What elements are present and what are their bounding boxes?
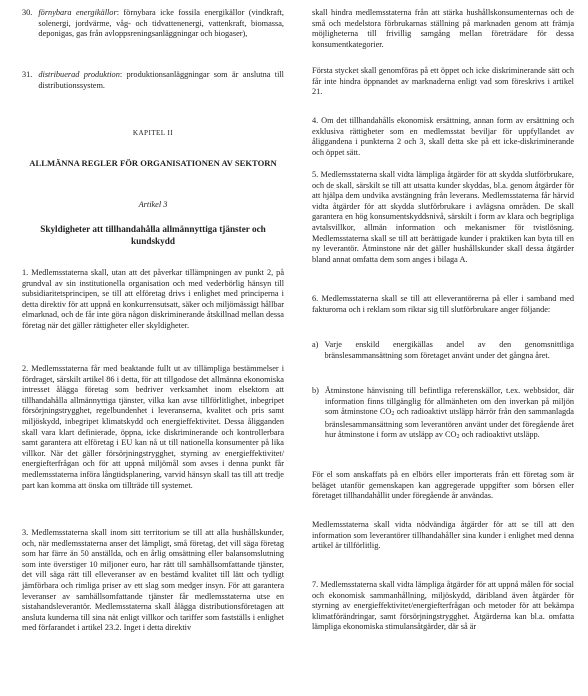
- definition-text: : produktionsanläggningar som är anslutna till distributionssystem.: [38, 70, 284, 90]
- list-marker: a): [312, 340, 319, 349]
- list-marker: b): [312, 386, 319, 395]
- chapter-label: KAPITEL II: [132, 129, 174, 137]
- list-text: Åtminstone hänvisning till befintliga referenskällor, t.ex. webbsidor, där information finns tillgänglig för allmänheten om den inverkan på miljön som åtminstone CO: [324, 386, 574, 417]
- definition-number: 31.: [22, 70, 33, 79]
- article-title: Skyldigheter att tillhandahålla allmännyttiga tjänster och kundskydd: [40, 224, 266, 246]
- list-text: och radioaktivt utsläpp.: [459, 430, 540, 440]
- paragraph-first-subparagraph: Första stycket skall genomföras på ett öppet och icke diskriminerande sätt och får inte hindra öppnandet av marknaderna enligt vad som föreskrivs i artikel 21.: [312, 66, 574, 97]
- subscript: 2: [391, 411, 395, 418]
- subscript: 2: [456, 434, 460, 441]
- list-item-b: [312, 386, 574, 443]
- paragraph-verify: Medlemsstaterna skall vidta nödvändiga åtgärder för att se till att den information som leverantörer tillhandahåller sina kunder i enlighet med denna artikel är tillförlitlig.: [312, 520, 574, 551]
- paragraph-1: 1. Medlemsstaterna skall, utan att det påverkar tillämpningen av punkt 2, på grundval av sin institutionella organisation och med vederbörlig hänsyn till subsidiaritetsprincipen, se till att elföretag drivs i enlighet med principerna i detta direktiv för att uppnå en konkurrensutsatt, säker och miljömässigt hållbar elmarknad, och de får inte göra någon diskriminerande åtskillnad mellan dessa företag när det gäller rättigheter eller skyldigheter.: [22, 268, 284, 330]
- chapter-heading: ALLMÄNNA REGLER FÖR ORGANISATIONEN AV SEKTORN: [29, 158, 277, 168]
- paragraph-2: 2. Medlemsstaterna får med beaktande fullt ut av tillämpliga bestämmelser i fördraget, särskilt artikel 86 i detta, för att tillgodose det allmänna ekonomiska intresset ålägga företag som bedriver verksamhet inom elsektorn att tillhandahålla allmännyttiga tjänster, vilka kan avse tillförlitlighet, inbegripet försörjningstrygghet, regelbundenhet i leveranserna, kvalitet och pris samt miljöskydd, inbegripet klimatskydd och energieffektivitet. Dessa åligganden skall vara klart definierade, öppna, icke diskriminerande och kontrollerbara samt garantera att elföretag i EU kan nå ut till nationella konsumenter på lika villkor. När det gäller försörjningstrygghet, styrning av energieffektivitet/ energiefterfrågan och för att uppnå miljömål som avses i denna punkt får medlemsstaterna införa långtidsplanering, varvid hänsyn skall tas till att tredje part kan komma att önska om tillträde till systemet.: [22, 364, 284, 490]
- article-number: Artikel 3: [138, 200, 168, 209]
- definition-term: distribuerad produktion: [38, 70, 120, 79]
- paragraph-4: 4. Om det tillhandahålls ekonomisk ersättning, annan form av ersättning och exklusiva rättigheter som en medlemsstat beviljar för uppfyllandet av åliggandena i punkterna 2 och 3, skall detta ske på ett icke-diskriminerande och öppet sätt.: [312, 116, 574, 157]
- paragraph-7: 7. Medlemsstaterna skall vidta lämpliga åtgärder för att uppnå målen för social och ekonomisk sammanhållning, miljöskydd, däribland även åtgärder för styrning av energieffektivitet/energiefterfrågan och metoder för att bekämpa klimatförändringar, samt försörjningstrygghet. Åtgärderna kan bl.a. omfatta lämpliga ekonomiska stimulansåtgärder, där så är: [312, 580, 574, 632]
- paragraph-3: 3. Medlemsstaterna skall inom sitt territorium se till att alla hushållskunder, och, när medlemsstaterna anser det lämpligt, små företag, det vill säga företag som har färre än 50 anställda, och en årlig omsättning eller balansomslutning som inte överstiger 10 miljoner euro, har rätt till samhällsomfattande tjänster, det vill säga rätt till elleveranser av en bestämd kvalitet till lätt och tydligt jämförbara och rimliga priser av ett slag som medger insyn. För att garantera leveranser av samhällsomfattande tjänster får medlemsstaterna utse en sistahandsleverantör. Medlemsstaterna skall ålägga distributionsföretagen att ansluta kunderna till sina nät enligt villkor och tariffer som fastställs i enlighet med förfarandet i artikel 23.2. Inget i detta direktiv: [22, 528, 284, 633]
- definition-text: : förnybara icke fossila energikällor (vindkraft, solenergi, jordvärme, våg- och tidvattenenergi, vattenkraft, biomassa, deponigas, gas från avloppsreningsanläggningar och biogaser),: [38, 8, 284, 39]
- definition-number: 30.: [22, 8, 33, 17]
- list-text: Varje enskild energikällas andel av den genomsnittliga bränslesammansättning som företaget använt under det gångna året.: [324, 340, 574, 360]
- definition-31: [22, 70, 284, 91]
- definition-30: [22, 8, 284, 40]
- list-item-a: [312, 340, 574, 361]
- paragraph-6: 6. Medlemsstaterna skall se till att elleverantörerna på eller i samband med fakturorna och i reklam som riktar sig till slutförbrukare anger följande:: [312, 294, 574, 314]
- list-text: och radioaktivt utsläpp härrör från den sammanlagda bränslesammansättning som leverantören använt under det föregående året hur åtminstone i form av utsläpp av CO: [324, 407, 574, 440]
- paragraph-exchange: För el som anskaffats på en elbörs eller importerats från ett företag som är beläget utanför gemenskapen kan aggregerade uppgifter som börsen eller företaget tillhandahållit under föregående år användas.: [312, 470, 574, 501]
- paragraph-3-continued: skall hindra medlemsstaterna från att stärka hushållskonsumenternas och de små och medelstora förbrukarnas ställning på marknaden genom att främja möjligheterna till frivillig samgång mellan företrädare för dessa konsumentkategorier.: [312, 8, 574, 49]
- paragraph-5: 5. Medlemsstaterna skall vidta lämpliga åtgärder för att skydda slutförbrukare, och de skall, särskilt se till att utsatta kunder skyddas, bl.a. genom åtgärder för att hjälpa dem undvika avstängning från leverans. Medlemsstaterna får härvid vidta åtgärder för att skydda slutförbrukare i avlägsna områden. De skall garantera en hög konsumentskyddsnivå, särskilt i form av klara och begripliga avtalsvillkor, allmän information och mekanismer för tvistlösning. Medlemsstaterna skall se till att berättigade kunder i praktiken kan byta till en ny leverantör. Åtminstone när det gäller hushållskunder skall dessa åtgärder bland annat omfatta dem som anges i bilaga A.: [312, 170, 574, 264]
- definition-term: förnybara energikällor: [38, 8, 117, 17]
